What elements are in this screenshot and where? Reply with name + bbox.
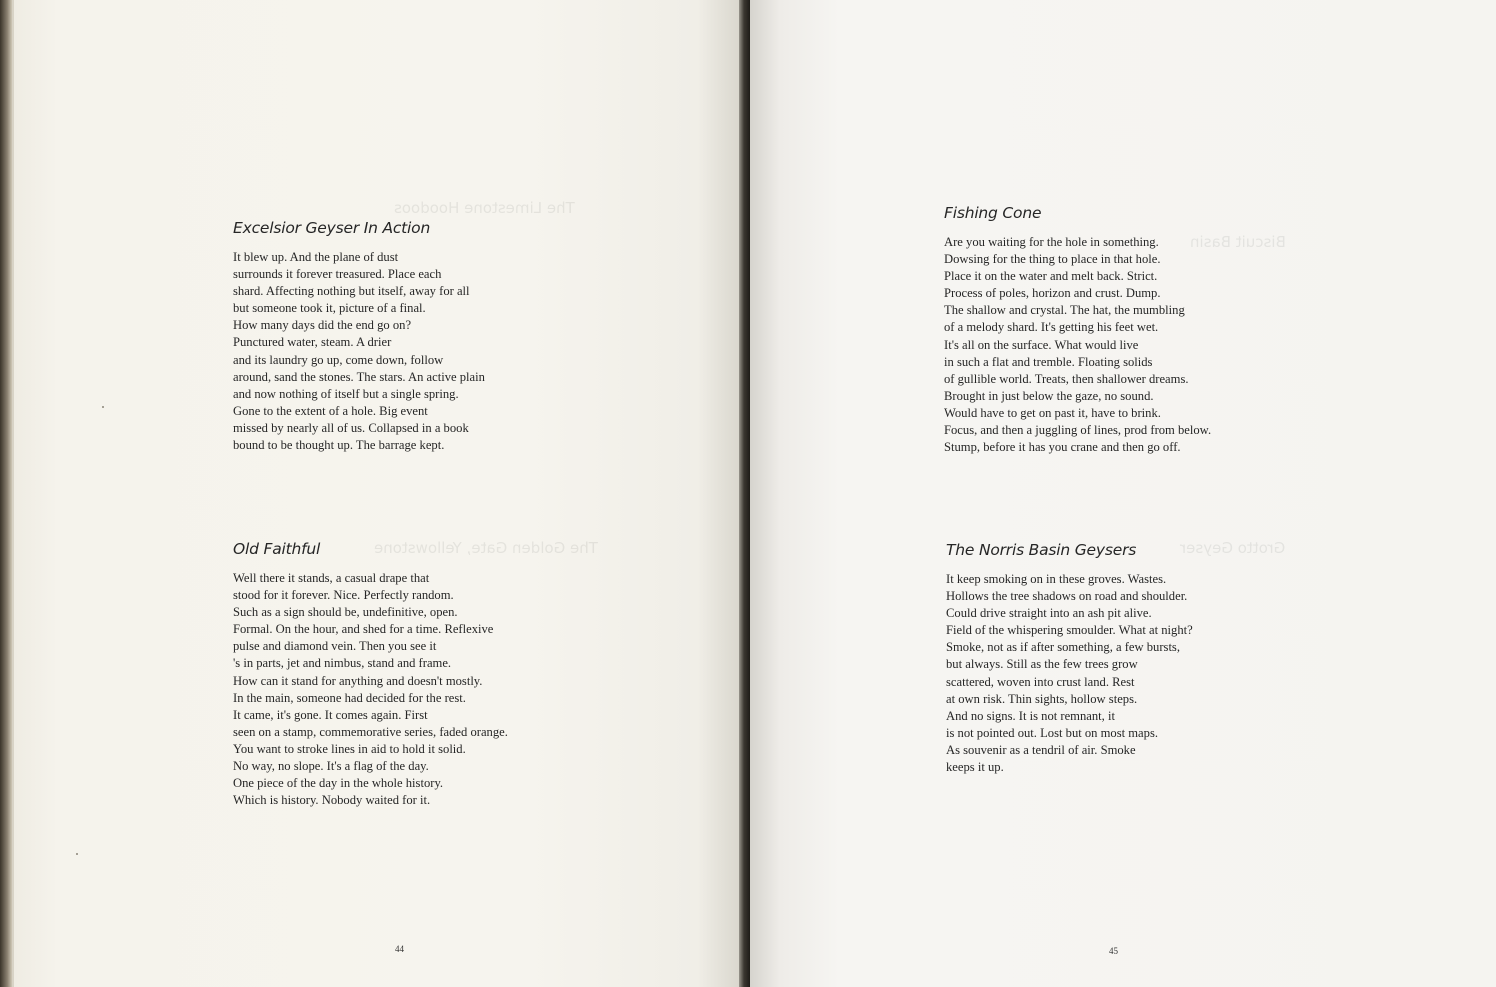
poem-line: pulse and diamond vein. Then you see it xyxy=(233,639,437,654)
poem-line: It's all on the surface. What would live xyxy=(944,337,1139,352)
poem-body xyxy=(946,571,1193,776)
poem-line: Could drive straight into an ash pit alive. xyxy=(946,606,1152,621)
paper-speck xyxy=(102,406,104,408)
poem-line: and its laundry go up, come down, follow xyxy=(233,352,444,367)
poem-line: Hollows the tree shadows on road and shoulder. xyxy=(946,589,1188,604)
poem-line: Would have to get on past it, have to brink. xyxy=(944,405,1161,420)
poem-norris-basin xyxy=(946,541,1193,776)
poem-line: It blew up. And the plane of dust xyxy=(233,250,399,264)
poem-line: around, sand the stones. The stars. An active plain xyxy=(233,369,485,384)
poem-title: Excelsior Geyser In Action xyxy=(233,219,431,237)
poem-title: Fishing Cone xyxy=(944,204,1042,222)
poem-line: 's in parts, jet and nimbus, stand and frame. xyxy=(233,656,452,671)
right-page xyxy=(750,0,1496,987)
poem-line: scattered, woven into crust land. Rest xyxy=(946,674,1135,689)
poem-line: Which is history. Nobody waited for it. xyxy=(233,793,431,808)
poem-line: of gullible world. Treats, then shallower dreams. xyxy=(944,371,1189,386)
poem-line: Gone to the extent of a hole. Big event xyxy=(233,403,428,418)
poem-line: No way, no slope. It's a flag of the day. xyxy=(233,759,429,774)
show-through-title: The Limestone Hoodoos xyxy=(394,199,575,217)
show-through-title: Biscuit Basin xyxy=(1190,233,1286,251)
show-through-title: The Golden Gate, Yellowstone xyxy=(374,539,598,557)
poem-line: Brought in just below the gaze, no sound. xyxy=(944,388,1154,403)
poem-line: How many days did the end go on? xyxy=(233,318,412,333)
poem-line: Field of the whispering smoulder. What at night? xyxy=(946,623,1193,638)
left-page xyxy=(12,0,741,987)
poem-title: Old Faithful xyxy=(233,540,321,558)
poem-line: The shallow and crystal. The hat, the mumbling xyxy=(944,303,1185,318)
poem-line: but always. Still as the few trees grow xyxy=(946,657,1138,672)
poem-line: Punctured water, steam. A drier xyxy=(233,335,392,350)
poem-line: Dowsing for the thing to place in that hole. xyxy=(944,252,1161,267)
poem-line: is not pointed out. Lost but on most maps. xyxy=(946,725,1158,740)
poem-line: As souvenir as a tendril of air. Smoke xyxy=(946,742,1136,757)
poem-line: shard. Affecting nothing but itself, away for all xyxy=(233,284,470,299)
poem-body xyxy=(233,249,485,454)
poem-line: And no signs. It is not remnant, it xyxy=(946,708,1115,723)
page-number: 45 xyxy=(1109,946,1118,956)
poem-line: at own risk. Thin sights, hollow steps. xyxy=(946,691,1138,706)
poem-line: It came, it's gone. It comes again. First xyxy=(233,707,428,722)
poem-line: bound to be thought up. The barrage kept. xyxy=(233,438,445,453)
poem-line: One piece of the day in the whole history. xyxy=(233,776,444,791)
poem-line: Well there it stands, a casual drape that xyxy=(233,571,430,585)
book-gutter xyxy=(739,0,750,987)
poem-body xyxy=(233,570,508,809)
poem-excelsior-geyser xyxy=(233,219,485,454)
poem-body xyxy=(944,234,1211,456)
poem-line: In the main, someone had decided for the rest. xyxy=(233,690,466,705)
poem-line: seen on a stamp, commemorative series, faded orange. xyxy=(233,724,508,739)
paper-speck xyxy=(76,853,78,855)
poem-line: Focus, and then a juggling of lines, prod from below. xyxy=(944,423,1212,438)
poem-line: of a melody shard. It's getting his feet wet. xyxy=(944,320,1159,335)
poem-line: in such a flat and tremble. Floating solids xyxy=(944,354,1153,369)
poem-line: but someone took it, picture of a final. xyxy=(233,301,426,316)
poem-fishing-cone xyxy=(944,204,1211,456)
poem-title: The Norris Basin Geysers xyxy=(946,541,1137,559)
poem-line: stood for it forever. Nice. Perfectly random. xyxy=(233,588,454,603)
poem-line: and now nothing of itself but a single spring. xyxy=(233,386,459,401)
poem-line: It keep smoking on in these groves. Wastes. xyxy=(946,572,1167,586)
poem-line: surrounds it forever treasured. Place each xyxy=(233,267,442,282)
page-number: 44 xyxy=(395,944,404,954)
poem-line: Are you waiting for the hole in something. xyxy=(944,235,1159,249)
poem-old-faithful xyxy=(233,540,508,809)
poem-line: keeps it up. xyxy=(946,760,1004,775)
poem-line: Formal. On the hour, and shed for a time. Reflexive xyxy=(233,622,494,637)
poem-line: Process of poles, horizon and crust. Dump. xyxy=(944,286,1161,301)
page-stack-edge xyxy=(0,0,12,987)
poem-line: Smoke, not as if after something, a few bursts, xyxy=(946,640,1180,655)
poem-line: missed by nearly all of us. Collapsed in a book xyxy=(233,420,469,435)
poem-line: You want to stroke lines in aid to hold it solid. xyxy=(233,741,466,756)
poem-line: Such as a sign should be, undefinitive, open. xyxy=(233,605,458,620)
poem-line: Place it on the water and melt back. Strict. xyxy=(944,269,1158,284)
show-through-title: Grotto Geyser xyxy=(1180,539,1286,557)
poem-line: Stump, before it has you crane and then go off. xyxy=(944,440,1181,455)
poem-line: How can it stand for anything and doesn't mostly. xyxy=(233,673,483,688)
